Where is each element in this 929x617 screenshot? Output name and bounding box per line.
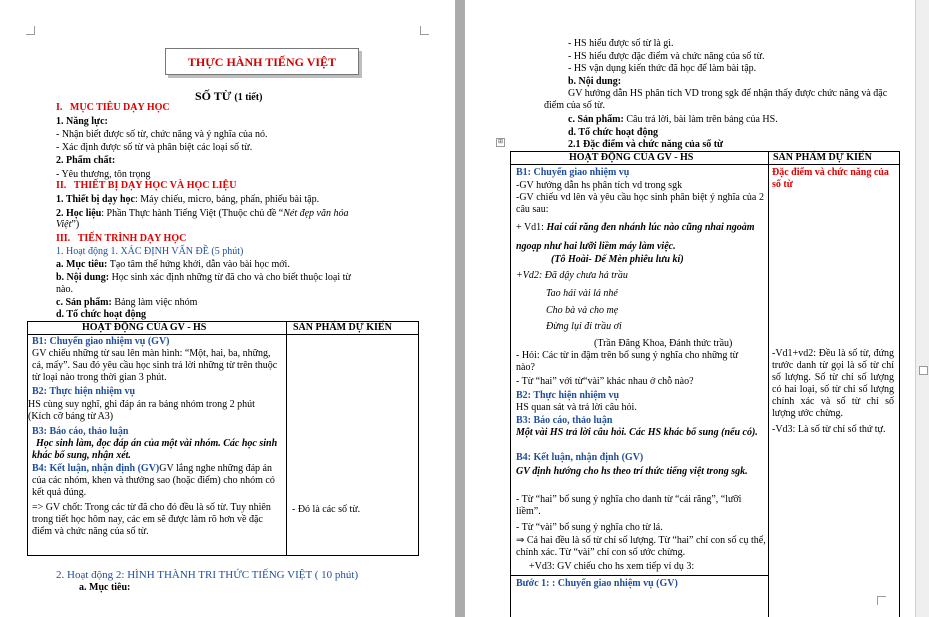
activity-2-title: 2. Hoạt động 2: HÌNH THÀNH TRI THỨC TIẾNG VIỆT ( 10 phút) (56, 569, 359, 581)
lesson-title: SỐ TỪ (1 tiết) (195, 89, 263, 103)
ability-item: - Nhận biết được số từ, chức năng và ý nghĩa của nó. (56, 129, 268, 140)
conclusion-item: - Từ “vài” bổ sung ý nghĩa cho từ lá. (516, 522, 663, 533)
goal-item: - HS hiểu được số từ là gì. (568, 38, 674, 49)
step-3-text: Học sinh làm, đọc đáp án của một vài nhóm. Các học sinh khác bổ sung, nhận xét. (32, 438, 278, 461)
activity-1-content: b. Nội dung: Học sinh xác định những từ đã cho và cho biết thuộc loại từ (56, 272, 351, 283)
product-answer: - Đó là các số từ. (292, 504, 361, 515)
product-vd12: -Vd1+vd2: Đều là số từ, đứng trước danh từ gọi là số từ chỉ số lượng. Số từ chỉ số lượng có hai loại, số từ chỉ số lượng chính xác và số từ chỉ số lượng ước chừng. (772, 348, 894, 419)
document-page-2 (465, 0, 915, 617)
content-label: b. Nội dung: (568, 76, 622, 87)
table-header-line (27, 334, 418, 335)
step-1-text: GV chiếu những từ sau lên màn hình: “Một, hai, ba, những, cả, mấy”. Sau đó yêu cầu học sinh trả lời những từ trên thuộc từ loại nào trong thời gian 3 phút. (32, 348, 278, 383)
question-2: - Từ “hai” với từ“vài” khác nhau ở chỗ nào? (516, 376, 694, 387)
table-header-line (510, 164, 899, 165)
conclusion-item: - Từ “hai” bổ sung ý nghĩa cho danh từ “cái răng”, “lưỡi liềm”. (516, 494, 742, 517)
table-header-activity: HOẠT ĐỘNG CỦA GV - HS (82, 322, 207, 333)
materials-line-2: Việt”) (56, 219, 80, 230)
step-4-text: B4: Kết luận, nhận định (GV)GV lắng nghe những đáp án của các nhóm, khen và thưởng sao (hoặc điểm) cho nhóm có kết quả đúng. (32, 463, 275, 498)
vertical-scrollbar[interactable] (915, 0, 929, 617)
ability-item: - Xác định được số từ và phân biệt các loại số từ. (56, 142, 253, 153)
table-header-product: SẢN PHẨM DỰ KIẾN (293, 322, 392, 333)
quality-item: - Yêu thương, tôn trọng (56, 169, 151, 180)
next-step-label: Bước 1: : Chuyển giao nhiệm vụ (GV) (516, 578, 678, 589)
activity-1-content-2: nào. (56, 284, 73, 295)
crop-mark (420, 26, 429, 35)
goal-item: - HS vận dụng kiến thức đã học để làm bài tập. (568, 63, 757, 74)
section-3-heading: III. TIẾN TRÌNH DẠY HỌC (56, 233, 187, 244)
example-2-source: (Trần Đăng Khoa, Đánh thức trầu) (594, 338, 733, 349)
step-4-text: GV định hướng cho hs theo trí thức tiếng việt trong sgk. (516, 466, 748, 477)
step-3-label: B3: Báo cáo, thảo luận (32, 426, 129, 437)
step-1-line: -GV chiếu vd lên và yêu cầu học sinh phân biệt ý nghĩa của 2 câu sau: (516, 192, 764, 215)
step-4-conclusion: => GV chốt: Trong các từ đã cho đó đều là số từ. Tuy nhiên trong tiết học hôm nay, các em sẽ được làm rõ hơn về đặc điểm và chức năng của số từ. (32, 502, 271, 537)
conclusion-item: ⇒ Cả hai đều là số từ chỉ số lượng. Từ “hai” chỉ con số cụ thể, chính xác. Từ “vài” chỉ con số ước chừng. (516, 535, 766, 558)
title-banner (165, 48, 359, 75)
product-line: c. Sản phẩm: Câu trả lời, bài làm trên bảng của HS. (568, 114, 778, 125)
table-move-handle[interactable]: ⊞ (497, 139, 504, 145)
equipment-line: 1. Thiết bị dạy học: Máy chiếu, micro, bảng, phấn, phiếu bài tập. (56, 194, 320, 205)
activity-1-org: d. Tổ chức hoạt động (56, 309, 147, 320)
step-1-line: -GV hướng dẫn hs phân tích vd trong sgk (516, 180, 683, 191)
product-vd3: -Vd3: Là số từ chỉ số thứ tự. (772, 424, 886, 435)
activity-2-goal: a. Mục tiêu: (79, 582, 131, 593)
step-2-label: B2: Thực hiện nhiệm vụ (516, 390, 620, 401)
table-divider (286, 321, 287, 555)
title-banner-text: THỰC HÀNH TIẾNG VIỆT (187, 55, 337, 69)
subsection-title: 2.1 Đặc điểm và chức năng của số từ (568, 139, 724, 150)
step-2-label: B2: Thực hiện nhiệm vụ (32, 386, 136, 397)
content-text: GV hướng dẫn HS phân tích VD trong sgk để nhận thấy được chức năng và đặc điểm của số từ. (544, 88, 888, 111)
table-header-activity: HOẠT ĐỘNG CỦA GV - HS (569, 152, 694, 163)
step-2-text: HS cùng suy nghĩ, ghi đáp án ra bảng nhóm trong 2 phút (Kích cỡ bảng từ A3) (28, 399, 255, 422)
example-2-line: +Vd2: Đã dậy chưa hả trầu (516, 270, 628, 281)
table-resize-handle[interactable] (919, 366, 928, 375)
example-2-line: Tao hái vài lá nhé (546, 288, 618, 299)
page-gap (455, 0, 465, 617)
example-3-intro: +Vd3: GV chiếu cho hs xem tiếp ví dụ 3: (529, 561, 695, 572)
section-1-heading: I. MỤC TIÊU DẠY HỌC (56, 102, 170, 113)
ability-label: 1. Năng lực: (56, 116, 108, 127)
product-heading: Đặc điểm và chức năng của số từ (772, 167, 889, 190)
crop-mark (26, 26, 35, 35)
step-4-label: B4: Kết luận, nhận định (GV) (516, 452, 644, 463)
step-3-text: Một vài HS trả lời câu hỏi. Các HS khác bổ sung (nếu có). (516, 427, 758, 438)
table-divider (768, 151, 769, 617)
example-2-line: Đừng lụi đi trầu ơi (546, 321, 622, 332)
activity-1-product: c. Sản phẩm: Bảng làm việc nhóm (56, 297, 198, 308)
activity-1-goal: a. Mục tiêu: Tạo tâm thế hứng khởi, dẫn vào bài học mới. (56, 259, 290, 270)
goal-item: - HS hiểu được đặc điểm và chức năng của số từ. (568, 51, 765, 62)
step-2-text: HS quan sát và trả lời câu hỏi. (516, 402, 637, 413)
materials-line: 2. Học liệu: Phần Thực hành Tiếng Việt (Thuộc chủ đề “Nét đẹp văn hóa (56, 208, 349, 219)
org-label: d. Tổ chức hoạt động (568, 127, 659, 138)
step-1-label: B1: Chuyển giao nhiệm vụ (516, 167, 630, 178)
step-3-label: B3: Báo cáo, thảo luận (516, 415, 613, 426)
quality-label: 2. Phẩm chất: (56, 155, 116, 166)
document-page-1 (0, 0, 455, 617)
section-2-heading: II. THIẾT BỊ DẠY HỌC VÀ HỌC LIỆU (56, 180, 237, 191)
question-1: - Hỏi: Các từ in đậm trên bổ sung ý nghĩa cho những từ nào? (516, 350, 739, 373)
row-line (510, 575, 768, 576)
activity-1-title: 1. Hoạt động 1. XÁC ĐỊNH VẤN ĐỀ (5 phút) (56, 246, 244, 257)
example-1: + Vd1: Hai cái răng đen nhánh lúc nào cũng nhai ngoàm ngoạp như hai lưỡi liềm máy làm việc. (516, 222, 755, 252)
example-1-source: (Tô Hoài- Dế Mèn phiêu lưu kí) (551, 254, 684, 265)
example-2-line: Cho bà và cho mẹ (546, 305, 619, 316)
crop-mark (877, 596, 886, 605)
table-header-product: SẢN PHẨM DỰ KIẾN (773, 152, 872, 163)
step-1-label: B1: Chuyển giao nhiệm vụ (GV) (32, 336, 170, 347)
